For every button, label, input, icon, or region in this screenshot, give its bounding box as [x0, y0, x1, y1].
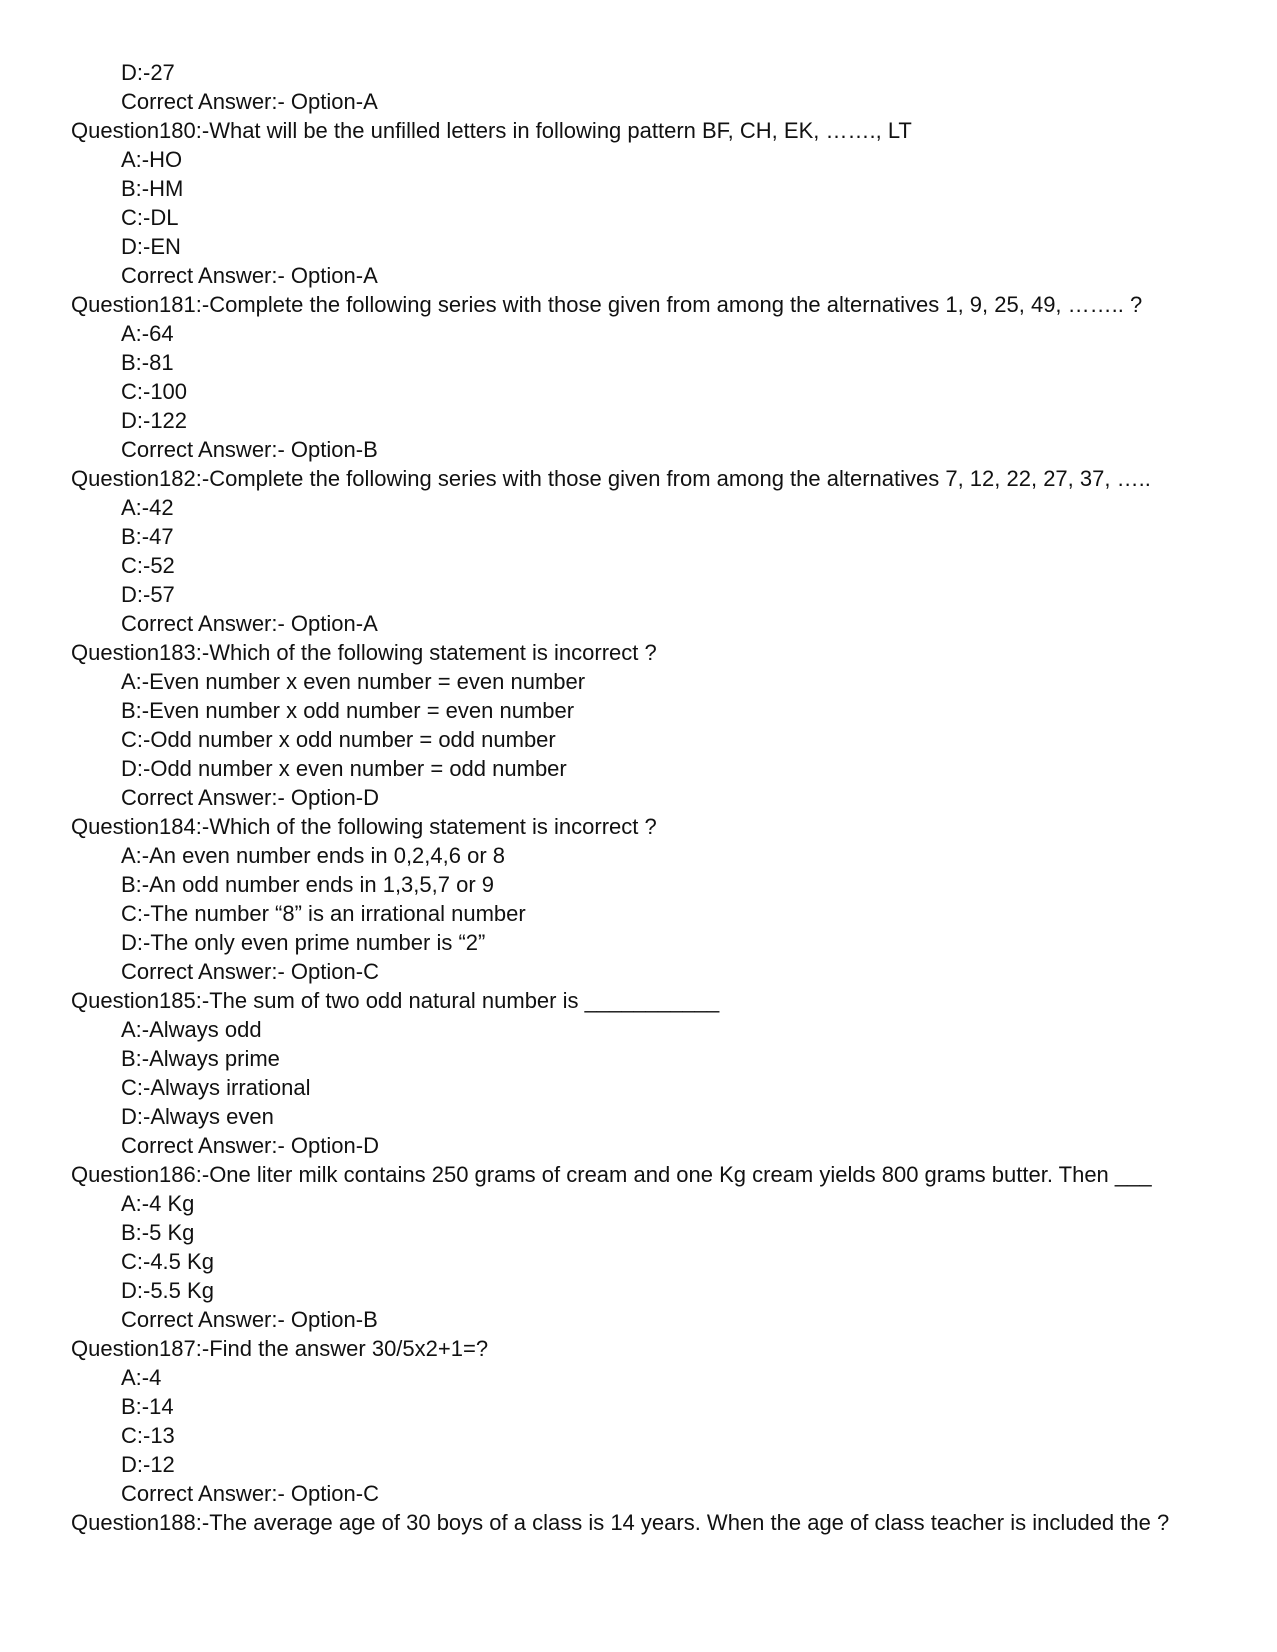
option-c: C:-The number “8” is an irrational number: [121, 901, 526, 926]
question-text: Question182:-Complete the following series with those given from among the alternatives 7, 12, 22, 27, 37, …..: [71, 466, 1151, 491]
option-c: C:-52: [121, 553, 175, 578]
option-b: B:-14: [121, 1394, 174, 1419]
correct-answer: Correct Answer:- Option-C: [121, 1481, 379, 1506]
option-c: C:-DL: [121, 205, 179, 230]
question-text: Question180:-What will be the unfilled letters in following pattern BF, CH, EK, ……., LT: [71, 118, 912, 143]
option-a: A:-42: [121, 495, 174, 520]
question-text: Question186:-One liter milk contains 250 grams of cream and one Kg cream yields 800 grams butter. Then ___: [71, 1162, 1152, 1187]
option-b: B:-47: [121, 524, 174, 549]
option-d: D:-The only even prime number is “2”: [121, 930, 486, 955]
question-text: Question187:-Find the answer 30/5x2+1=?: [71, 1336, 489, 1361]
option-d: D:-Odd number x even number = odd number: [121, 756, 567, 781]
question-text: Question185:-The sum of two odd natural number is ___________: [71, 988, 720, 1013]
option-d: D:-EN: [121, 234, 181, 259]
question-text: Question183:-Which of the following statement is incorrect ?: [71, 640, 657, 665]
option-a: A:-Always odd: [121, 1017, 262, 1042]
option-d: D:-Always even: [121, 1104, 274, 1129]
correct-answer: Correct Answer:- Option-B: [121, 437, 378, 462]
option-a: A:-4 Kg: [121, 1191, 195, 1216]
correct-answer: Correct Answer:- Option-A: [121, 611, 378, 636]
question-text: Question184:-Which of the following statement is incorrect ?: [71, 814, 657, 839]
option-c: C:-100: [121, 379, 188, 404]
option-d: D:-122: [121, 408, 188, 433]
correct-answer: Correct Answer:- Option-C: [121, 959, 379, 984]
question-text: Question188:-The average age of 30 boys of a class is 14 years. When the age of class teacher is included the ?: [71, 1510, 1170, 1535]
option-b: B:-5 Kg: [121, 1220, 195, 1245]
option-a: A:-Even number x even number = even number: [121, 669, 586, 694]
correct-answer: Correct Answer:- Option-A: [121, 263, 378, 288]
correct-answer: Correct Answer:- Option-B: [121, 1307, 378, 1332]
option-a: A:-4: [121, 1365, 162, 1390]
option-b: B:-81: [121, 350, 174, 375]
option-b: B:-Always prime: [121, 1046, 280, 1071]
option-a: A:-HO: [121, 147, 183, 172]
option-d: D:-27: [121, 60, 175, 85]
option-d: D:-5.5 Kg: [121, 1278, 214, 1303]
option-c: C:-Always irrational: [121, 1075, 311, 1100]
correct-answer: Correct Answer:- Option-D: [121, 1133, 379, 1158]
correct-answer: Correct Answer:- Option-A: [121, 89, 378, 114]
option-d: D:-57: [121, 582, 175, 607]
option-b: B:-An odd number ends in 1,3,5,7 or 9: [121, 872, 495, 897]
option-a: A:-64: [121, 321, 174, 346]
option-c: C:-Odd number x odd number = odd number: [121, 727, 556, 752]
correct-answer: Correct Answer:- Option-D: [121, 785, 379, 810]
question-text: Question181:-Complete the following series with those given from among the alternatives 1, 9, 25, 49, …….. ?: [71, 292, 1143, 317]
option-b: B:-Even number x odd number = even number: [121, 698, 575, 723]
option-b: B:-HM: [121, 176, 184, 201]
option-a: A:-An even number ends in 0,2,4,6 or 8: [121, 843, 506, 868]
option-c: C:-13: [121, 1423, 175, 1448]
option-d: D:-12: [121, 1452, 175, 1477]
option-c: C:-4.5 Kg: [121, 1249, 214, 1274]
